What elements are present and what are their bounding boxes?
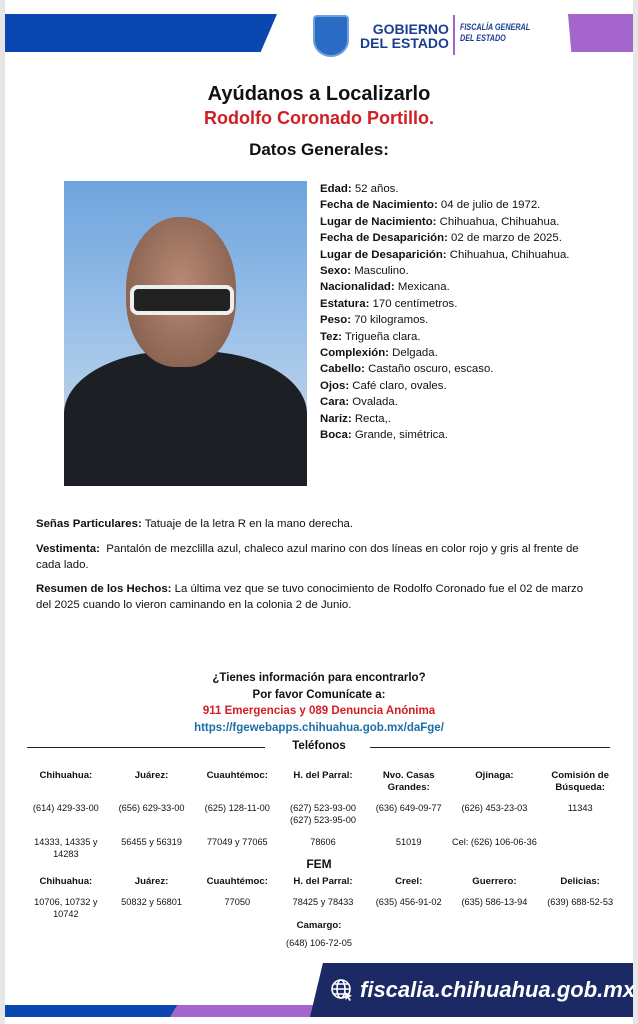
person-name: Rodolfo Coronado Portillo. [204, 108, 434, 128]
section-heading: Datos Generales: [249, 140, 389, 159]
table-cell: 50832 y 56801 [121, 897, 182, 907]
detail-item [320, 181, 590, 197]
detail-label: Lugar de Desaparición: [320, 248, 447, 261]
detail-value: Recta,. [351, 412, 391, 425]
detail-value: 170 centímetros. [369, 297, 458, 310]
detail-value: Mexicana. [394, 281, 450, 294]
resumen-label: Resumen de los Hechos: [36, 583, 172, 595]
table-cell: (635) 586-13-94 [461, 897, 528, 907]
header-purple-bar [568, 14, 633, 52]
table-cell: 56455 y 56319 [121, 837, 182, 847]
detail-value: 70 kilogramos. [351, 314, 429, 327]
table-cell: (627) 523-93-00 (627) 523-95-00 [290, 803, 356, 825]
table-header-cell: Nvo. Casas Grandes: [382, 770, 435, 793]
detail-value: Café claro, ovales. [349, 379, 447, 392]
emergency-numbers: 911 Emergencias y 089 Denuncia Anónima [202, 705, 436, 717]
camargo-phone: (648) 106-72-05 [286, 938, 352, 948]
poster-title: Ayúdanos a Localizarlo [207, 83, 431, 105]
detail-label: Sexo: [320, 265, 352, 278]
telefonos-heading: Teléfonos [292, 740, 346, 752]
detail-label: Nacionalidad: [320, 281, 395, 294]
table-header-cell: Creel: [395, 876, 423, 887]
table-cell: 77050 [224, 897, 251, 907]
detail-value: Delgada. [388, 347, 438, 360]
table-cell: (625) 128-11-00 [204, 803, 270, 813]
detail-value: Ovalada. [349, 396, 398, 409]
resumen-value: La última vez que se tuvo conocimiento de Rodolfo Coronado fue el 02 de marzo del 2025 cuando lo vieron caminando en la colonia 2 de Junio. [36, 583, 584, 611]
vestimenta [36, 541, 596, 573]
detail-item [320, 230, 590, 246]
report-link[interactable]: https://fgewebapps.chihuahua.gob.mx/daFge/ [194, 721, 444, 734]
detail-item [320, 279, 590, 295]
table-cell: 77049 y 77065 [206, 837, 268, 847]
detail-value: Chihuahua, Chihuahua. [446, 248, 570, 261]
resumen-hechos [36, 581, 596, 613]
detail-value: 52 años. [351, 183, 399, 195]
detail-label: Edad: [320, 183, 352, 195]
table-header-cell: Juárez: [134, 770, 169, 781]
camargo-label: Camargo: [296, 920, 342, 931]
detail-value: Trigueña clara. [341, 330, 421, 343]
detail-item [320, 329, 590, 345]
senas-particulares [36, 516, 596, 532]
detail-item [320, 361, 590, 377]
detail-item [320, 263, 590, 279]
table-cell: 10706, 10732 y 10742 [34, 897, 98, 919]
contact-question: ¿Tienes información para encontrarlo? [212, 672, 426, 684]
detail-label: Nariz: [320, 412, 352, 425]
globe-icon [330, 978, 354, 1002]
table-cell: (639) 688-52-53 [547, 897, 614, 907]
detail-label: Estatura: [320, 297, 370, 310]
contact-block [5, 670, 633, 736]
detail-label: Ojos: [320, 379, 350, 392]
table-cell: 51019 [395, 837, 422, 847]
detail-item [320, 411, 590, 427]
table-header-cell: Delicias: [560, 876, 600, 887]
table-header-cell: Juárez: [134, 876, 169, 887]
detail-item [320, 312, 590, 328]
table-header-cell: Chihuahua: [39, 770, 93, 781]
table-header-cell: Chihuahua: [39, 876, 93, 887]
table-cell: (614) 429-33-00 [32, 803, 99, 813]
detail-value: Masculino. [351, 265, 409, 278]
senas-label: Señas Particulares: [36, 518, 142, 530]
detail-item [320, 378, 590, 394]
table-cell: 78425 y 78433 [292, 897, 354, 907]
vestimenta-label: Vestimenta: [36, 543, 100, 555]
photo-sunglasses [130, 285, 234, 315]
fiscalia-line2: DEL ESTADO [460, 33, 506, 43]
footer-purple-bar [170, 1005, 315, 1017]
table-header-cell: H. del Parral: [293, 770, 353, 781]
footer-blue-bar [5, 1005, 180, 1017]
table-cell: (626) 453-23-03 [461, 803, 528, 813]
fiscalia-logo-text [460, 22, 530, 44]
detail-label: Cara: [320, 396, 350, 409]
gobierno-logo-text [360, 22, 449, 50]
table-header-cell: Guerrero: [472, 876, 517, 887]
vestimenta-value: Pantalón de mezclilla azul, chaleco azul marino con dos líneas en color rojo y gris al frente de cada lado. [36, 543, 582, 571]
detail-label: Peso: [320, 314, 352, 327]
photo-jacket [64, 351, 307, 486]
detail-value: 02 de marzo de 2025. [447, 232, 562, 245]
detail-value: Grande, simétrica. [351, 429, 448, 442]
table-header-cell: Cuauhtémoc: [206, 876, 268, 887]
detail-item [320, 214, 590, 230]
person-photo [64, 181, 307, 486]
table-cell: (656) 629-33-00 [118, 803, 185, 813]
table-cell: (636) 649-09-77 [375, 803, 442, 813]
logo-divider [453, 15, 455, 55]
state-shield-logo [313, 15, 349, 57]
fiscalia-line1: FISCALÍA GENERAL [460, 22, 531, 32]
detail-label: Cabello: [320, 363, 365, 376]
table-cell: 78606 [310, 837, 336, 847]
detail-label: Boca: [320, 429, 352, 442]
table-cell: Cel: (626) 106-06-36 [452, 837, 537, 847]
table-cell: 14333, 14335 y 14283 [34, 837, 98, 859]
detail-item [320, 247, 590, 263]
detail-value: Chihuahua, Chihuahua. [436, 215, 560, 228]
detail-item [320, 394, 590, 410]
table-cell: (635) 456-91-02 [375, 897, 442, 907]
detail-item [320, 296, 590, 312]
detail-label: Complexión: [320, 347, 389, 360]
detail-label: Lugar de Nacimiento: [320, 215, 437, 228]
detail-label: Tez: [320, 330, 342, 343]
missing-person-poster [5, 0, 636, 1024]
fem-heading: FEM [306, 857, 332, 871]
detail-item [320, 345, 590, 361]
contact-call: Por favor Comunícate a: [252, 688, 386, 701]
gobierno-line2: DEL ESTADO [360, 35, 449, 51]
gobierno-line1: GOBIERNO [372, 21, 449, 37]
footer-url-text: fiscalia.chihuahua.gob.mx [360, 977, 636, 1002]
detail-item [320, 197, 590, 213]
senas-value: Tatuaje de la letra R en la mano derecha. [141, 518, 354, 530]
table-header-cell: H. del Parral: [293, 876, 353, 887]
detail-value: Castaño oscuro, escaso. [364, 363, 494, 376]
detail-label: Fecha de Desaparición: [320, 232, 448, 245]
table-header-cell: Ojinaga: [475, 770, 514, 781]
table-header-cell: Comisión de Búsqueda: [551, 770, 609, 793]
table-header-cell: Cuauhtémoc: [206, 770, 268, 781]
telefonos-table [23, 770, 623, 870]
table-cell: 11343 [567, 803, 593, 813]
detail-value: 04 de julio de 1972. [437, 199, 541, 212]
detail-item [320, 427, 590, 443]
header-blue-bar [5, 14, 277, 52]
details-list [320, 181, 590, 444]
detail-label: Fecha de Nacimiento: [320, 199, 438, 212]
footer-website[interactable] [330, 977, 635, 1003]
